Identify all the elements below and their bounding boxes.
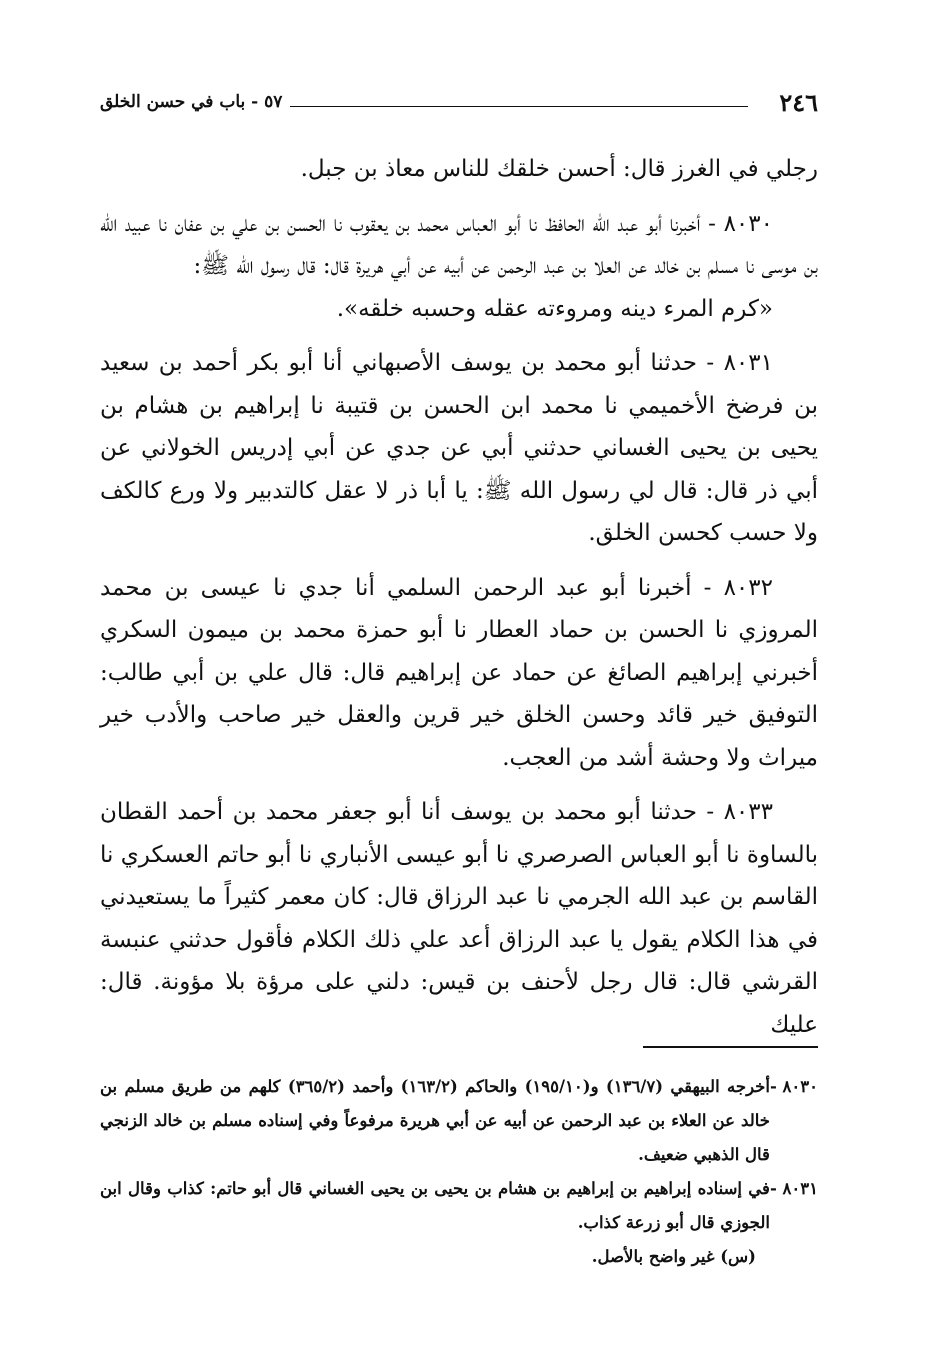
main-text [100, 148, 818, 1046]
hadith-8030-text: «كرم المرء دينه ومروءته عقله وحسبه خلقه». [336, 295, 773, 322]
hadith-8032: ٨٠٣٢ - أخبرنا أبو عبد الرحمن السلمي أنا جدي نا عيسى بن محمد المروزي نا الحسن بن حماد العطار نا أبو حمزة محمد بن ميمون السكري أخبرني إبراهيم الصائغ عن حماد عن إبراهيم قال: قال علي بن أبي طالب: التوفيق خير قائد وحسن الخلق خير قرين والعقل خير صاحب والأدب خير ميراث ولا وحشة أشد من العجب. [100, 574, 818, 771]
footnote-8031 [100, 1172, 818, 1240]
paragraph-continuation: رجلي في الغرز قال: أحسن خلقك للناس معاذ بن جبل. [300, 156, 818, 182]
header-rule [290, 106, 748, 107]
footnote-text: أخرجه البيهقي (١٣٦/٧) و(١٩٥/١٠) والحاكم (١٦٣/٢) وأحمد (٣٦٥/٢) كلهم من طريق مسلم بن خالد عن العلاء بن عبد الرحمن عن أبيه عن أبي هريرة مرفوعاً وفي إسناده مسلم بن خالد الزنجي قال الذهبي ضعيف. [100, 1077, 770, 1164]
footnote-number: ٨٠٣٠ - [769, 1077, 818, 1096]
hadith-8033: ٨٠٣٣ - حدثنا أبو محمد بن يوسف أنا أبو جعفر محمد بن أحمد القطان بالساوة نا أبو العباس الصرصري نا أبو عيسى الأنباري نا أبو حاتم العسكري نا القاسم بن عبد الله الجرمي نا عبد الرزاق قال: كان معمر كثيراً ما يستعيدني في هذا الكلام يقول يا عبد الرزاق أعد علي ذلك الكلام فأقول حدثني عنبسة القرشي قال: قال رجل لأحنف بن قيس: دلني على مرؤة بلا مؤونة. قال: عليك [100, 799, 818, 1038]
footnote-editor-note: (س) غير واضح بالأصل. [591, 1247, 756, 1266]
running-head [100, 82, 818, 122]
footnote-text: في إسناده إبراهيم بن إبراهيم بن هشام بن يحيى بن يحيى الغساني قال أبو حاتم: كذاب وقال ابن الجوزي قال أبو زرعة كذاب. [100, 1179, 770, 1232]
footnotes [100, 1070, 818, 1274]
hadith-8031: ٨٠٣١ - حدثنا أبو محمد بن يوسف الأصبهاني أنا أبو بكر أحمد بن سعيد بن فرضخ الأخميمي نا محمد ابن الحسن بن قتيبة نا إبراهيم بن هشام بن يحيى بن يحيى الغساني حدثني أبي عن جدي عن أبي إدريس الخولاني عن أبي ذر قال: قال لي رسول الله ﷺ: يا أبا ذر لا عقل كالتدبير ولا ورع كالكف ولا حسب كحسن الخلق. [100, 350, 818, 546]
footnote-8030 [100, 1070, 818, 1172]
chapter-title: ٥٧ - باب في حسن الخلق [100, 92, 283, 112]
footnote-rule [643, 1046, 818, 1048]
hadith-8030: ٨٠٣٠ - أخبرنا أبو عبد الله الحافظ نا أبو العباس محمد بن يعقوب نا الحسن بن علي بن عفان نا عبيد الله بن موسى نا مسلم بن خالد عن العلا بن عبد الرحمن عن أبيه عن أبي هريرة قال: قال رسول الله ﷺ: [100, 210, 818, 279]
footnote-number: ٨٠٣١ - [769, 1179, 818, 1198]
page-number: ٢٤٦ [779, 88, 818, 117]
